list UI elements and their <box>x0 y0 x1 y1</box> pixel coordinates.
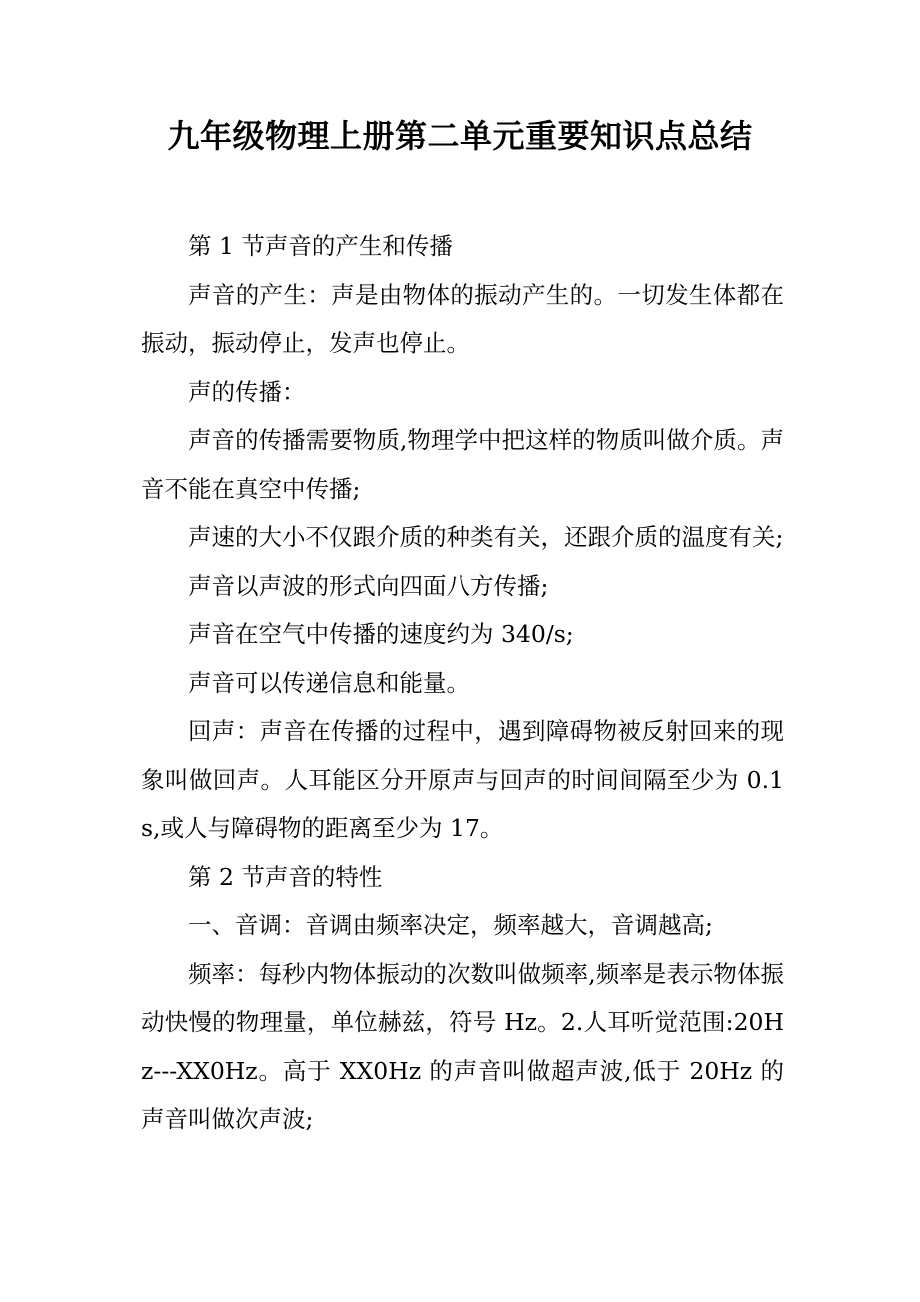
paragraph-frequency: 频率：每秒内物体振动的次数叫做频率,频率是表示物体振动快慢的物理量，单位赫兹，符号 Hz。2.人耳听觉范围:20Hz---XX0Hz。高于 XX0Hz 的声音叫做超声波,低于 20Hz 的声音叫做次声波; <box>141 959 784 1133</box>
paragraph-medium: 声音的传播需要物质,物理学中把这样的物质叫做介质。声音不能在真空中传播; <box>141 426 784 503</box>
paragraph-pitch: 一、音调：音调由频率决定，频率越大，音调越高; <box>188 911 713 939</box>
document-title: 九年级物理上册第二单元重要知识点总结 <box>167 117 753 155</box>
paragraph-echo: 回声：声音在传播的过程中，遇到障碍物被反射回来的现象叫做回声。人耳能区分开原声与回声的时间间隔至少为 0.1s,或人与障碍物的距离至少为 17。 <box>141 717 784 842</box>
section-2-heading: 第 2 节声音的特性 <box>188 862 383 891</box>
paragraph-speed-factors: 声速的大小不仅跟介质的种类有关，还跟介质的温度有关; <box>188 523 784 551</box>
paragraph-sound-propagation-label: 声的传播： <box>188 377 306 406</box>
paragraph-information-energy: 声音可以传递信息和能量。 <box>188 668 470 697</box>
paragraph-sound-waves: 声音以声波的形式向四面八方传播; <box>188 571 549 600</box>
section-1-heading: 第 1 节声音的产生和传播 <box>188 232 453 260</box>
paragraph-speed-in-air: 声音在空气中传播的速度约为 340/s; <box>188 620 574 648</box>
paragraph-sound-production: 声音的产生：声是由物体的振动产生的。一切发生体都在振动，振动停止，发声也停止。 <box>141 280 784 357</box>
document-body <box>141 222 784 1144</box>
